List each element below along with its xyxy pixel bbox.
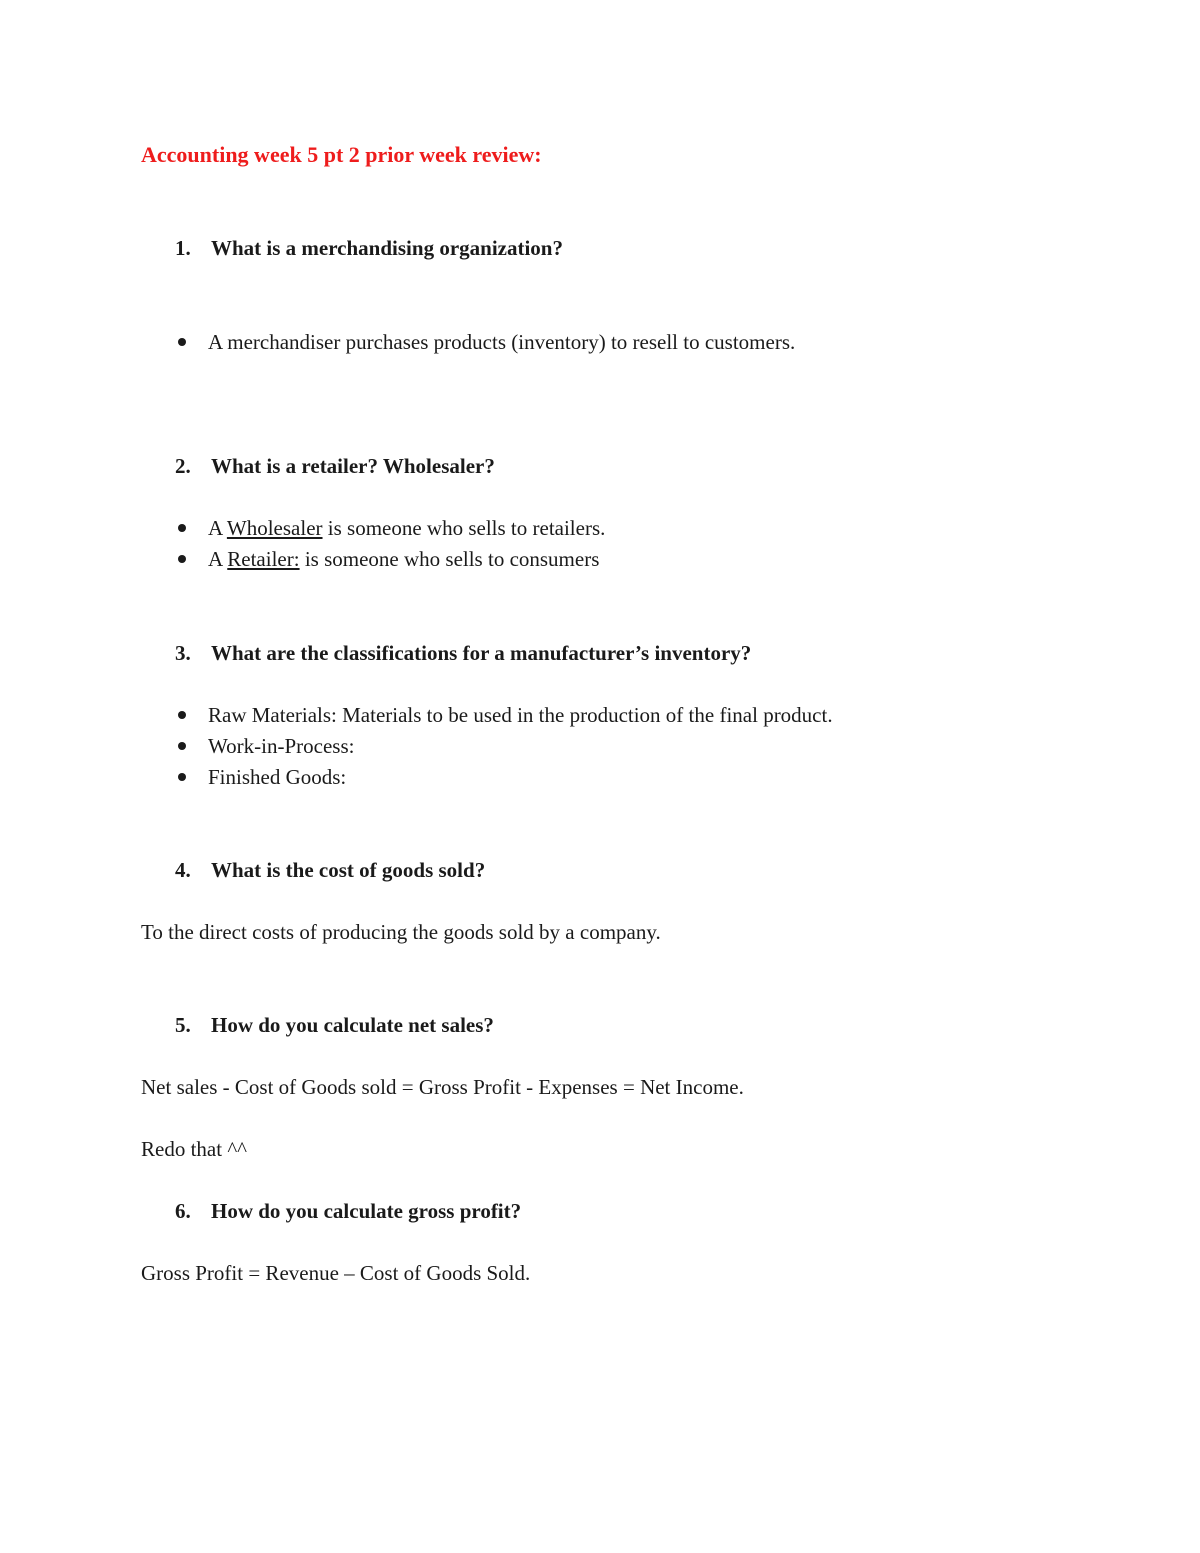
bullet-text: Finished Goods: <box>208 765 347 789</box>
question-text: How do you calculate net sales? <box>211 1013 494 1037</box>
question-4 <box>175 858 485 883</box>
list-item <box>178 703 833 728</box>
bullet-icon <box>178 338 186 346</box>
question-number: 4. <box>175 858 191 882</box>
list-item <box>178 734 354 759</box>
question-number: 5. <box>175 1013 191 1037</box>
list-item <box>178 765 346 790</box>
question-6 <box>175 1199 521 1224</box>
question-2 <box>175 454 495 479</box>
list-item <box>178 330 795 355</box>
question-text: What are the classifications for a manufacturer’s inventory? <box>211 641 752 665</box>
bullet-icon <box>178 742 186 750</box>
bullet-text: is someone who sells to retailers. <box>322 516 606 540</box>
underlined-term: Retailer: <box>227 547 300 571</box>
list-item <box>178 547 599 572</box>
bullet-prefix: A <box>208 516 227 540</box>
bullet-prefix: A <box>208 547 228 571</box>
underlined-term: Wholesaler <box>226 516 323 540</box>
question-number: 1. <box>175 236 191 260</box>
answer-paragraph: Net sales - Cost of Goods sold = Gross Profit - Expenses = Net Income. <box>141 1075 744 1099</box>
question-text: What is a merchandising organization? <box>211 236 563 260</box>
bullet-icon <box>178 711 186 719</box>
bullet-text: Work-in-Process: <box>208 734 355 758</box>
bullet-icon <box>178 773 186 781</box>
question-number: 6. <box>175 1199 191 1223</box>
bullet-icon <box>178 555 186 563</box>
bullet-text: Raw Materials: Materials to be used in the production of the final product. <box>208 703 833 727</box>
question-1 <box>175 236 563 261</box>
bullet-text: is someone who sells to consumers <box>299 547 600 571</box>
question-text: What is a retailer? Wholesaler? <box>211 454 495 478</box>
question-number: 3. <box>175 641 191 665</box>
bullet-icon <box>178 524 186 532</box>
answer-paragraph: Gross Profit = Revenue – Cost of Goods Sold. <box>141 1261 531 1285</box>
bullet-text: A merchandiser purchases products (inventory) to resell to customers. <box>208 330 796 354</box>
document-title: Accounting week 5 pt 2 prior week review: <box>141 142 542 167</box>
answer-paragraph: To the direct costs of producing the goods sold by a company. <box>141 920 661 944</box>
question-5 <box>175 1013 494 1038</box>
question-text: What is the cost of goods sold? <box>211 858 486 882</box>
question-text: How do you calculate gross profit? <box>211 1199 522 1223</box>
list-item <box>178 516 605 541</box>
note-paragraph: Redo that ^^ <box>141 1137 248 1161</box>
question-number: 2. <box>175 454 191 478</box>
question-3 <box>175 641 751 666</box>
